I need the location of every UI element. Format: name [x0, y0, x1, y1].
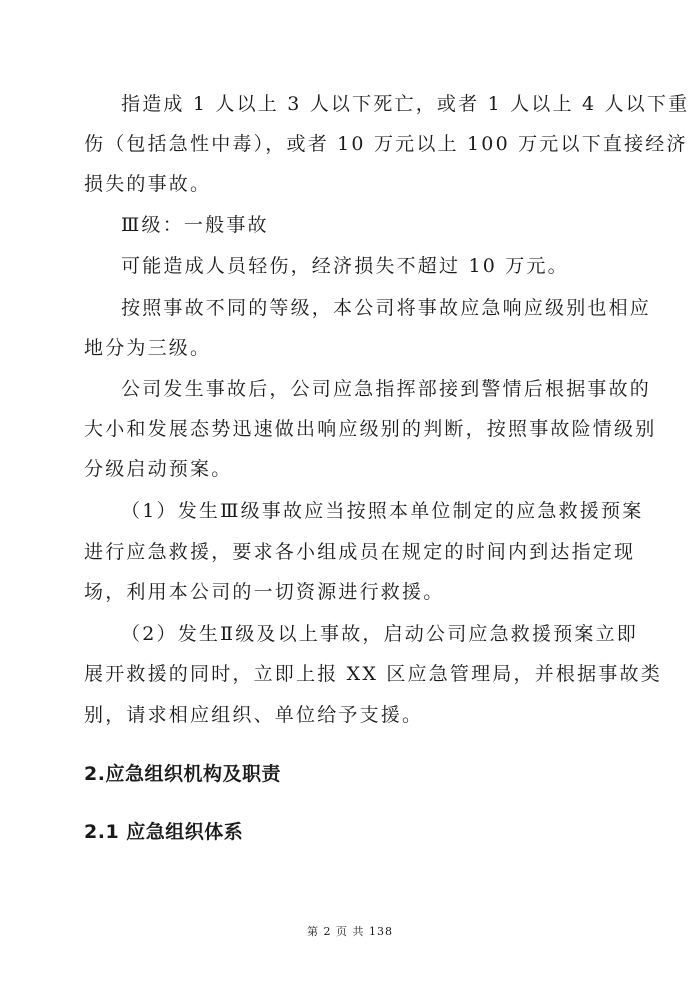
- paragraph-line: 损失的事故。: [84, 173, 212, 195]
- paragraph-line: 别，请求相应组织、单位给予支援。: [84, 704, 424, 726]
- paragraph-line: 大小和发展态势迅速做出响应级别的判断，按照事故险情级别: [84, 418, 657, 440]
- paragraph-line: 展开救援的同时，立即上报 XX 区应急管理局，并根据事故类: [84, 663, 662, 685]
- paragraph-line: （1）发生Ⅲ级事故应当按照本单位制定的应急救援预案: [121, 500, 644, 522]
- paragraph-line: 指造成 1 人以上 3 人以下死亡，或者 1 人以上 4 人以下重: [121, 93, 690, 115]
- paragraph-line: 可能造成人员轻伤，经济损失不超过 10 万元。: [121, 255, 569, 277]
- paragraph-line: 进行应急救援，要求各小组成员在规定的时间内到达指定现: [84, 541, 636, 563]
- paragraph-line: 按照事故不同的等级，本公司将事故应急响应级别也相应: [121, 297, 652, 319]
- paragraph-line: 公司发生事故后，公司应急指挥部接到警情后根据事故的: [121, 378, 652, 400]
- section-heading-2: 2.应急组织机构及职责: [84, 763, 281, 785]
- page-footer: 第 2 页 共 138: [307, 925, 393, 938]
- paragraph-line: 伤（包括急性中毒），或者 10 万元以上 100 万元以下直接经济: [84, 133, 688, 155]
- section-heading-2-1: 2.1 应急组织体系: [84, 821, 244, 843]
- paragraph-line: （2）发生Ⅱ级及以上事故，启动公司应急救援预案立即: [121, 623, 639, 645]
- paragraph-line: 场，利用本公司的一切资源进行救援。: [84, 581, 445, 603]
- paragraph-line: 地分为三级。: [84, 337, 212, 359]
- paragraph-line: 分级启动预案。: [84, 458, 233, 480]
- level-three-title: Ⅲ级：一般事故: [121, 214, 269, 236]
